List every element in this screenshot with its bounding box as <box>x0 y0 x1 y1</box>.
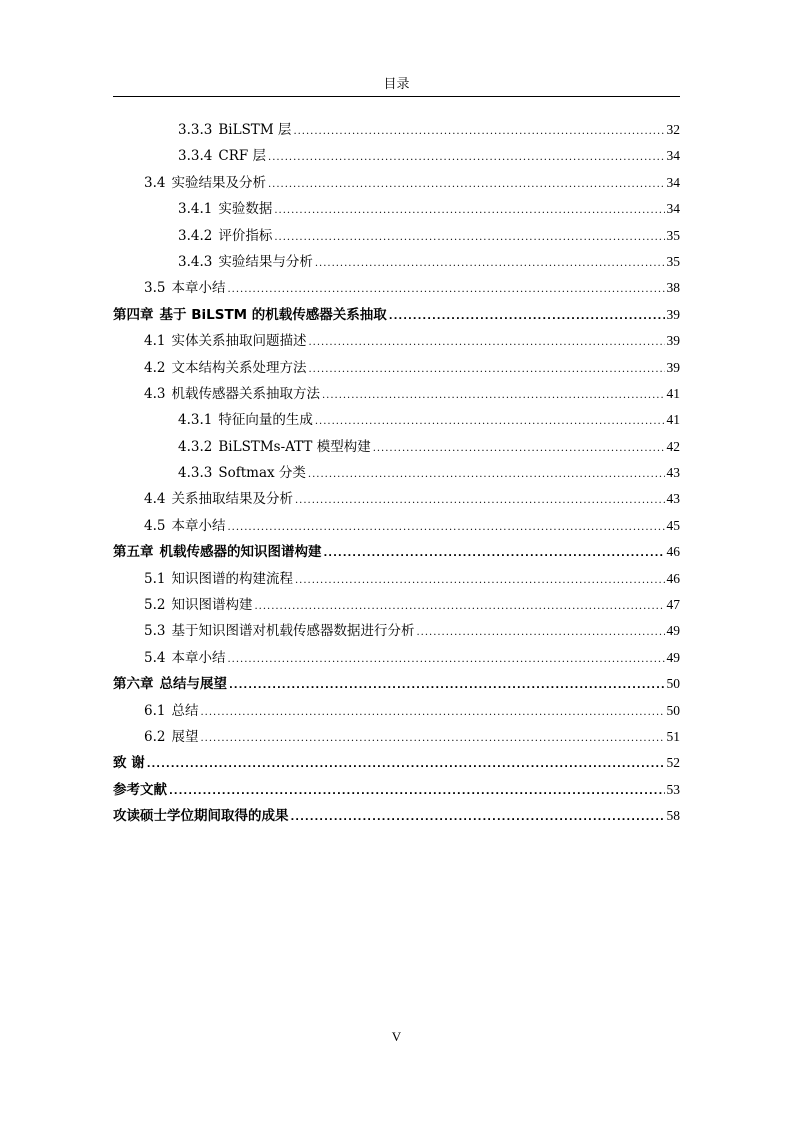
dot-leader <box>389 304 665 330</box>
dot-leader <box>315 251 665 277</box>
toc-entry-label <box>144 592 252 618</box>
header-divider <box>113 96 680 97</box>
toc-entry-page: 39 <box>666 359 680 375</box>
toc-entry[interactable] <box>113 143 680 169</box>
toc-entry-number: 3.3.3 <box>178 122 213 138</box>
toc-entry-title: 关系抽取结果及分析 <box>171 491 293 508</box>
toc-entry[interactable] <box>113 671 680 697</box>
toc-entry-page: 49 <box>666 649 680 665</box>
toc-entry-title: 文本结构关系处理方法 <box>171 359 307 376</box>
toc-entry-number: 第四章 <box>113 306 154 323</box>
toc-entry[interactable] <box>113 618 680 644</box>
toc-entry[interactable] <box>113 117 680 143</box>
dot-leader <box>308 462 665 488</box>
toc-entry-label <box>144 566 293 592</box>
toc-entry-title: CRF 层 <box>218 148 267 165</box>
toc-entry-label <box>144 724 198 750</box>
dot-leader <box>200 726 664 752</box>
dot-leader <box>295 568 665 594</box>
toc-entry-label <box>178 196 272 222</box>
toc-entry-page: 50 <box>666 676 680 692</box>
toc-entry-label <box>113 750 145 776</box>
toc-entry[interactable] <box>113 434 680 460</box>
toc-entry-page: 35 <box>666 253 680 269</box>
toc-entry-page: 43 <box>666 491 680 507</box>
toc-entry-title: 评价指标 <box>218 227 273 244</box>
toc-entry-number: 5.4 <box>144 649 166 666</box>
toc-entry-label <box>144 355 306 381</box>
toc-entry[interactable] <box>113 223 680 249</box>
toc-entry-title: 知识图谱的构建流程 <box>171 570 293 587</box>
toc-entry-title: BiLSTM 层 <box>218 122 292 138</box>
toc-entry-number: 3.4.3 <box>178 253 213 270</box>
dot-leader <box>324 541 665 567</box>
toc-entry[interactable] <box>113 645 680 671</box>
dot-leader <box>308 357 664 383</box>
dot-leader <box>416 620 664 646</box>
toc-entry-title: 基于知识图谱对机载传感器数据进行分析 <box>171 623 415 640</box>
toc-entry-title: 展望 <box>171 728 199 745</box>
toc-entry-number: 5.2 <box>144 597 166 614</box>
toc-entry-label <box>113 671 227 697</box>
toc-entry-page: 50 <box>666 702 680 718</box>
toc-entry-label <box>113 803 289 829</box>
toc-entry-page: 53 <box>666 781 680 797</box>
toc-entry-title: 本章小结 <box>171 517 226 534</box>
toc-entry-title: 实验结果与分析 <box>218 253 313 270</box>
toc-entry[interactable] <box>113 249 680 275</box>
toc-entry-number: 第六章 <box>113 676 154 693</box>
toc-entry-page: 58 <box>666 808 680 824</box>
toc-entry-title: 本章小结 <box>171 649 226 666</box>
toc-entry-label <box>178 143 266 169</box>
running-header: 目录 <box>383 77 410 92</box>
dot-leader <box>308 330 664 356</box>
toc-entry[interactable] <box>113 407 680 433</box>
dot-leader <box>274 225 664 251</box>
toc-entry-label <box>144 513 225 539</box>
dot-leader <box>373 436 665 462</box>
toc-entry-label <box>178 249 313 275</box>
toc-entry-page: 38 <box>666 280 680 296</box>
toc-entry-label <box>113 302 387 328</box>
toc-entry-page: 41 <box>666 385 680 401</box>
toc-entry-page: 39 <box>666 306 680 322</box>
toc-entry-page: 41 <box>666 412 680 428</box>
toc-entry-number: 3.3.4 <box>178 148 213 165</box>
toc-entry-number: 3.5 <box>144 280 166 297</box>
toc-entry[interactable] <box>113 750 680 776</box>
toc-entry-number: 5.3 <box>144 623 166 640</box>
toc-entry-label <box>144 381 320 407</box>
toc-entry-number: 4.3 <box>144 385 166 402</box>
toc-entry-number: 4.4 <box>144 491 166 508</box>
toc-entry[interactable] <box>113 513 680 539</box>
toc-entry[interactable] <box>113 328 680 354</box>
page-number: V <box>391 1029 402 1044</box>
toc-entry-page: 46 <box>666 570 680 586</box>
toc-entry[interactable] <box>113 566 680 592</box>
toc-entry[interactable] <box>113 381 680 407</box>
toc-entry-title: Softmax 分类 <box>218 465 306 482</box>
toc-entry-number: 4.3.3 <box>178 465 213 482</box>
toc-entry[interactable] <box>113 698 680 724</box>
toc-entry-page: 43 <box>666 465 680 481</box>
toc-entry-label <box>144 328 306 354</box>
toc-entry[interactable] <box>113 486 680 512</box>
dot-leader <box>229 673 665 699</box>
toc-entry-page: 39 <box>666 333 680 349</box>
toc-entry-label <box>144 275 225 301</box>
toc-entry-title: 实验数据 <box>218 201 273 218</box>
toc-entry-label <box>144 486 293 512</box>
toc-entry-label <box>113 777 167 803</box>
dot-leader <box>227 277 664 303</box>
toc-entry-title: 机载传感器的知识图谱构建 <box>159 544 322 561</box>
dot-leader <box>227 647 664 673</box>
toc-entry[interactable] <box>113 803 680 829</box>
toc-entry-page: 42 <box>666 438 680 454</box>
toc-entry-number: 3.4 <box>144 174 166 191</box>
dot-leader <box>254 594 664 620</box>
toc-entry-number: 3.4.1 <box>178 201 213 218</box>
toc-entry-title: 总结与展望 <box>159 676 227 693</box>
toc-entry[interactable] <box>113 460 680 486</box>
toc-entry-title: 本章小结 <box>171 280 226 297</box>
toc-entry-label <box>178 117 291 143</box>
toc-entry-number: 第五章 <box>113 544 154 561</box>
dot-leader <box>295 488 665 514</box>
toc-entry-page: 51 <box>666 728 680 744</box>
toc-entry-page: 34 <box>666 148 680 164</box>
dot-leader <box>322 383 665 409</box>
dot-leader <box>200 700 664 726</box>
table-of-contents <box>113 117 680 830</box>
toc-entry[interactable] <box>113 355 680 381</box>
toc-entry-title: 特征向量的生成 <box>218 412 313 429</box>
toc-entry-page: 34 <box>666 174 680 190</box>
dot-leader <box>169 779 665 805</box>
toc-entry-page: 34 <box>666 201 680 217</box>
toc-entry[interactable] <box>113 592 680 618</box>
toc-entry-page: 46 <box>666 544 680 560</box>
toc-entry[interactable] <box>113 302 680 328</box>
toc-entry-label <box>178 407 313 433</box>
toc-entry-label <box>178 223 272 249</box>
toc-entry[interactable] <box>113 539 680 565</box>
toc-entry-number: 3.4.2 <box>178 227 213 244</box>
toc-entry-page: 52 <box>666 755 680 771</box>
toc-entry-number: 4.1 <box>144 333 166 350</box>
toc-entry-page: 32 <box>666 122 680 137</box>
dot-leader <box>147 752 665 778</box>
dot-leader <box>315 409 665 435</box>
toc-entry-label <box>144 645 225 671</box>
toc-entry-number: 5.1 <box>144 570 166 587</box>
toc-entry-number: 4.3.2 <box>178 438 213 455</box>
dot-leader <box>274 198 664 224</box>
dot-leader <box>268 145 664 171</box>
dot-leader <box>293 119 664 145</box>
dot-leader <box>268 172 665 198</box>
toc-entry-title: BiLSTMs-ATT 模型构建 <box>218 438 371 455</box>
toc-entry-page: 47 <box>666 597 680 613</box>
toc-entry-label <box>113 539 322 565</box>
toc-entry-number: 6.1 <box>144 702 166 719</box>
toc-entry[interactable] <box>113 724 680 750</box>
toc-entry-title: 实验结果及分析 <box>171 174 266 191</box>
dot-leader <box>227 515 664 541</box>
toc-entry[interactable] <box>113 275 680 301</box>
toc-entry-title: 总结 <box>171 702 199 719</box>
toc-entry-number: 6.2 <box>144 728 166 745</box>
toc-entry-number: 4.3.1 <box>178 412 213 429</box>
toc-entry-page: 49 <box>666 623 680 639</box>
toc-entry-title: 机载传感器关系抽取方法 <box>171 385 320 402</box>
toc-entry-number: 4.2 <box>144 359 166 376</box>
toc-entry-page: 35 <box>666 227 680 243</box>
toc-entry-title: 攻读硕士学位期间取得的成果 <box>113 808 289 825</box>
toc-entry[interactable] <box>113 196 680 222</box>
toc-entry-title: 参考文献 <box>113 781 167 798</box>
dot-leader <box>291 805 665 831</box>
toc-entry-title: 致 谢 <box>113 755 145 772</box>
toc-entry-number: 4.5 <box>144 517 166 534</box>
toc-entry-label <box>178 434 371 460</box>
toc-entry-title: 基于 BiLSTM 的机载传感器关系抽取 <box>159 306 387 323</box>
toc-entry-title: 实体关系抽取问题描述 <box>171 333 307 350</box>
toc-entry-label <box>178 460 306 486</box>
toc-entry[interactable] <box>113 777 680 803</box>
toc-entry-label <box>144 618 414 644</box>
toc-entry-page: 45 <box>666 517 680 533</box>
toc-entry-title: 知识图谱构建 <box>171 597 253 614</box>
toc-entry[interactable] <box>113 170 680 196</box>
toc-entry-label <box>144 170 266 196</box>
toc-entry-label <box>144 698 198 724</box>
